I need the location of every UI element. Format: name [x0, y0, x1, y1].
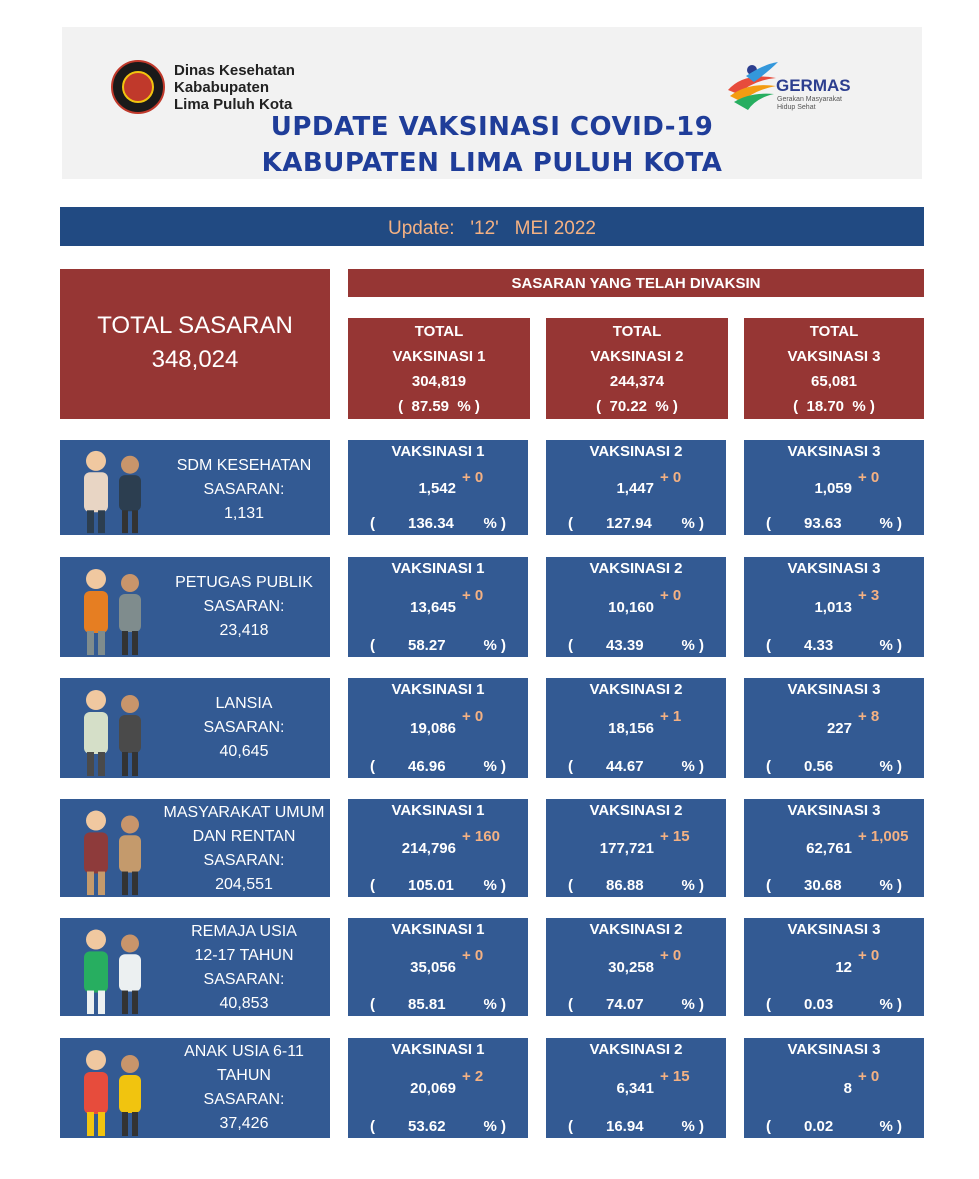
- sasaran-value: 1,131: [223, 505, 265, 522]
- total-percent: ( 70.22 % ): [596, 398, 678, 415]
- vaccinated-count: 1,542: [418, 480, 456, 497]
- daily-increment: + 2: [462, 1068, 484, 1085]
- org-line2: Kababupaten: [174, 79, 270, 96]
- vaccination-title: VAKSINASI 3: [787, 1041, 881, 1058]
- percent-open-paren: (: [370, 515, 375, 532]
- vaccination-title: VAKSINASI 1: [391, 1041, 485, 1058]
- category-text: [160, 692, 328, 764]
- percent-sign: % ): [483, 515, 506, 532]
- germas-subtitle: Gerakan Masyarakat Hidup Sehat: [777, 96, 842, 111]
- vaccination-title: VAKSINASI 2: [589, 802, 683, 819]
- sasaran-value: 40,645: [219, 743, 269, 760]
- percent-sign: % ): [483, 996, 506, 1013]
- vaccinated-count: 30,258: [608, 959, 654, 976]
- vaccinated-count: 35,056: [410, 959, 456, 976]
- daily-increment: + 15: [660, 828, 690, 845]
- percent-open-paren: (: [568, 1118, 573, 1135]
- vaccination-title: VAKSINASI 1: [391, 443, 485, 460]
- daily-increment: + 0: [858, 469, 880, 486]
- total-percent: ( 87.59 % ): [398, 398, 480, 415]
- sasaran-label: SASARAN:: [203, 598, 285, 615]
- vaccination-cell: [348, 440, 528, 535]
- update-date-bar: [60, 207, 924, 246]
- category-name: MASYARAKAT UMUM: [163, 804, 325, 821]
- total-value: 65,081: [811, 373, 857, 390]
- sasaran-label: SASARAN:: [203, 719, 285, 736]
- total-dose-label: VAKSINASI 1: [392, 348, 486, 365]
- org-line1: Dinas Kesehatan: [174, 62, 295, 79]
- percent-sign: % ): [879, 515, 902, 532]
- vaccination-cell: [546, 557, 726, 657]
- vaccination-cell: [744, 678, 924, 778]
- coverage-percent: 46.96: [408, 758, 446, 775]
- vaccination-title: VAKSINASI 3: [787, 921, 881, 938]
- vaccination-title: VAKSINASI 2: [589, 560, 683, 577]
- vaccination-title: VAKSINASI 1: [391, 560, 485, 577]
- percent-sign: % ): [879, 1118, 902, 1135]
- vaccination-cell: [744, 918, 924, 1016]
- vaccinated-count: 8: [843, 1080, 852, 1097]
- vaccination-cell: [744, 1038, 924, 1138]
- percent-sign: % ): [681, 1118, 704, 1135]
- vaccination-cell: [546, 918, 726, 1016]
- vaccination-cell: [348, 799, 528, 897]
- category-box: [60, 557, 330, 657]
- category-name: SDM KESEHATAN: [176, 457, 312, 474]
- percent-sign: % ): [879, 758, 902, 775]
- sasaran-label: SASARAN:: [203, 481, 285, 498]
- percent-open-paren: (: [568, 637, 573, 654]
- percent-sign: % ): [483, 1118, 506, 1135]
- vaccination-title: VAKSINASI 1: [391, 681, 485, 698]
- coverage-percent: 58.27: [408, 637, 446, 654]
- vaccination-title: VAKSINASI 3: [787, 443, 881, 460]
- percent-open-paren: (: [370, 1118, 375, 1135]
- update-label: Update:: [388, 218, 455, 239]
- vaccinated-count: 1,447: [616, 480, 654, 497]
- coverage-percent: 30.68: [804, 877, 842, 894]
- vaccinated-count: 12: [835, 959, 852, 976]
- category-box: [60, 918, 330, 1016]
- vaccinated-count: 1,059: [814, 480, 852, 497]
- percent-sign: % ): [483, 637, 506, 654]
- daily-increment: + 0: [858, 947, 880, 964]
- update-day: '12': [470, 218, 499, 239]
- vaccination-title: VAKSINASI 2: [589, 1041, 683, 1058]
- vaccinated-count: 1,013: [814, 599, 852, 616]
- percent-open-paren: (: [766, 1118, 771, 1135]
- total-vaksinasi-1: [348, 318, 530, 419]
- sasaran-label: SASARAN:: [203, 971, 285, 988]
- vaccination-title: VAKSINASI 2: [589, 921, 683, 938]
- category-name-line2: 12-17 TAHUN: [194, 947, 294, 964]
- percent-open-paren: (: [766, 996, 771, 1013]
- coverage-percent: 86.88: [606, 877, 644, 894]
- total-sasaran-box: [60, 269, 330, 419]
- sasaran-value: 23,418: [219, 622, 269, 639]
- vaccinated-count: 10,160: [608, 599, 654, 616]
- vaccination-title: VAKSINASI 2: [589, 681, 683, 698]
- daily-increment: + 0: [462, 587, 484, 604]
- vaccinated-count: 19,086: [410, 720, 456, 737]
- vaccination-title: VAKSINASI 1: [391, 921, 485, 938]
- percent-open-paren: (: [568, 877, 573, 894]
- category-name: LANSIA: [215, 695, 273, 712]
- vaccinated-count: 227: [826, 720, 852, 737]
- percent-open-paren: (: [766, 637, 771, 654]
- percent-sign: % ): [681, 758, 704, 775]
- vaccinated-count: 177,721: [599, 840, 654, 857]
- update-month-year: MEI 2022: [514, 218, 596, 239]
- coverage-percent: 0.56: [804, 758, 834, 775]
- total-dose-label: VAKSINASI 3: [787, 348, 881, 365]
- sasaran-value: 40,853: [219, 995, 269, 1012]
- percent-open-paren: (: [766, 877, 771, 894]
- sasaran-label: SASARAN:: [203, 852, 285, 869]
- percent-open-paren: (: [370, 996, 375, 1013]
- elderly-couple-illustration-icon: [62, 678, 162, 778]
- vaccination-cell: [546, 678, 726, 778]
- daily-increment: + 0: [660, 469, 682, 486]
- percent-sign: % ): [879, 877, 902, 894]
- percent-open-paren: (: [766, 515, 771, 532]
- daily-increment: + 1: [660, 708, 682, 725]
- daily-increment: + 0: [462, 708, 484, 725]
- vaccinated-count: 13,645: [410, 599, 456, 616]
- daily-increment: + 0: [660, 947, 682, 964]
- kabupaten-seal-logo: [111, 60, 165, 114]
- category-box: [60, 440, 330, 535]
- public-officer-illustration-icon: [62, 557, 162, 657]
- total-label: TOTAL: [612, 323, 662, 340]
- percent-sign: % ): [483, 758, 506, 775]
- page-title-line1: UPDATE VAKSINASI COVID-19: [270, 112, 714, 142]
- daily-increment: + 0: [462, 469, 484, 486]
- sasaran-value: 37,426: [219, 1115, 269, 1132]
- total-label: TOTAL: [809, 323, 859, 340]
- coverage-percent: 136.34: [408, 515, 454, 532]
- total-value: 244,374: [609, 373, 665, 390]
- coverage-percent: 43.39: [606, 637, 644, 654]
- coverage-percent: 53.62: [408, 1118, 446, 1135]
- vaccinated-count: 18,156: [608, 720, 654, 737]
- category-name: REMAJA USIA: [191, 923, 297, 940]
- daily-increment: + 8: [858, 708, 880, 725]
- category-text: [160, 801, 328, 897]
- percent-sign: % ): [681, 515, 704, 532]
- health-worker-illustration-icon: [62, 440, 162, 535]
- category-box: [60, 1038, 330, 1138]
- vaccination-title: VAKSINASI 1: [391, 802, 485, 819]
- category-name: ANAK USIA 6-11: [184, 1043, 304, 1060]
- total-sasaran-value: 348,024: [151, 346, 239, 373]
- coverage-percent: 0.03: [804, 996, 834, 1013]
- percent-sign: % ): [879, 637, 902, 654]
- children-illustration-icon: [62, 1038, 162, 1138]
- vaccination-cell: [546, 799, 726, 897]
- vaccination-title: VAKSINASI 3: [787, 681, 881, 698]
- vaccinated-count: 6,341: [616, 1080, 654, 1097]
- daily-increment: + 15: [660, 1068, 690, 1085]
- daily-increment: + 0: [858, 1068, 880, 1085]
- percent-sign: % ): [681, 996, 704, 1013]
- total-vaksinasi-3: [744, 318, 924, 419]
- daily-increment: + 1,005: [858, 828, 909, 845]
- coverage-percent: 127.94: [606, 515, 652, 532]
- coverage-percent: 0.02: [804, 1118, 834, 1135]
- vaccinated-count: 62,761: [806, 840, 852, 857]
- category-name-line2: DAN RENTAN: [192, 828, 296, 845]
- org-line3: Lima Puluh Kota: [174, 96, 293, 113]
- percent-sign: % ): [879, 996, 902, 1013]
- total-sasaran-label: TOTAL SASARAN: [97, 312, 293, 339]
- total-percent: ( 18.70 % ): [793, 398, 875, 415]
- percent-open-paren: (: [568, 996, 573, 1013]
- vaccination-title: VAKSINASI 3: [787, 560, 881, 577]
- daily-increment: + 3: [858, 587, 880, 604]
- coverage-percent: 105.01: [408, 877, 454, 894]
- vaccination-cell: [744, 799, 924, 897]
- coverage-percent: 44.67: [606, 758, 644, 775]
- sasaran-divaksin-header: SASARAN YANG TELAH DIVAKSIN: [348, 269, 924, 297]
- coverage-percent: 4.33: [804, 637, 834, 654]
- sasaran-label: SASARAN:: [203, 1091, 285, 1108]
- total-vaksinasi-2: [546, 318, 728, 419]
- germas-wordmark: GERMAS: [776, 76, 851, 95]
- coverage-percent: 16.94: [606, 1118, 644, 1135]
- vaccinated-count: 214,796: [401, 840, 456, 857]
- coverage-percent: 85.81: [408, 996, 446, 1013]
- category-name: PETUGAS PUBLIK: [175, 574, 313, 591]
- vaccination-cell: [348, 557, 528, 657]
- percent-open-paren: (: [766, 758, 771, 775]
- daily-increment: + 160: [462, 828, 500, 845]
- teenagers-illustration-icon: [62, 918, 162, 1016]
- percent-open-paren: (: [370, 637, 375, 654]
- vaccination-cell: [546, 440, 726, 535]
- daily-increment: + 0: [462, 947, 484, 964]
- percent-open-paren: (: [370, 758, 375, 775]
- category-name-line2: TAHUN: [217, 1067, 271, 1084]
- category-text: [160, 454, 328, 526]
- total-value: 304,819: [411, 373, 467, 390]
- vaccinated-count: 20,069: [410, 1080, 456, 1097]
- coverage-percent: 74.07: [606, 996, 644, 1013]
- community-people-illustration-icon: [62, 799, 162, 897]
- vaccination-cell: [546, 1038, 726, 1138]
- org-name: [174, 62, 295, 113]
- vaccination-title: VAKSINASI 2: [589, 443, 683, 460]
- category-box: [60, 678, 330, 778]
- category-box: [60, 799, 330, 897]
- percent-open-paren: (: [370, 877, 375, 894]
- vaccination-cell: [744, 440, 924, 535]
- percent-sign: % ): [681, 637, 704, 654]
- vaccination-cell: [744, 557, 924, 657]
- percent-sign: % ): [483, 877, 506, 894]
- percent-open-paren: (: [568, 515, 573, 532]
- coverage-percent: 93.63: [804, 515, 842, 532]
- total-label: TOTAL: [414, 323, 464, 340]
- vaccination-cell: [348, 678, 528, 778]
- category-text: [160, 571, 328, 643]
- daily-increment: + 0: [660, 587, 682, 604]
- vaccination-cell: [348, 1038, 528, 1138]
- vaccination-title: VAKSINASI 3: [787, 802, 881, 819]
- page-title-line2: KABUPATEN LIMA PULUH KOTA: [261, 148, 723, 178]
- category-text: [160, 1040, 328, 1136]
- sasaran-value: 204,551: [215, 876, 273, 893]
- percent-open-paren: (: [568, 758, 573, 775]
- total-dose-label: VAKSINASI 2: [590, 348, 684, 365]
- vaccination-cell: [348, 918, 528, 1016]
- percent-sign: % ): [681, 877, 704, 894]
- category-text: [160, 920, 328, 1016]
